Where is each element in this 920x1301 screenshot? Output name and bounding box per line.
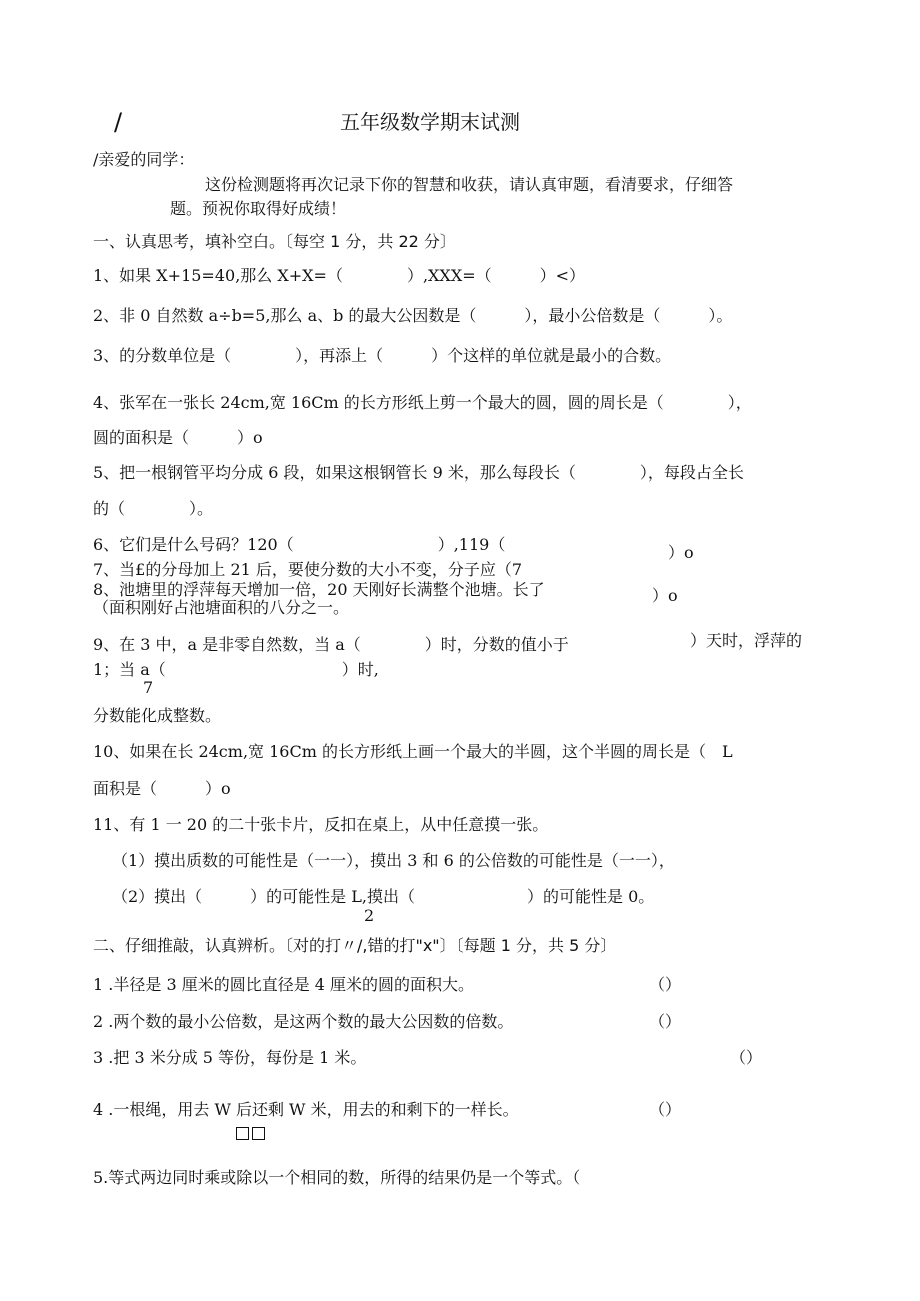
question-4-line-1: 4、张军在一张长 24cm,宽 16Cm 的长方形纸上剪一个最大的圆，圆的周长是（ ）， [93, 393, 752, 412]
judge-item-4: 4 .一根绳，用去 W 后还剩 W 米，用去的和剩下的一样长。 [93, 1100, 519, 1119]
question-8-line-2: （面积刚好占池塘面积的八分之一。 [93, 598, 350, 617]
intro-greeting: /亲爱的同学： [93, 150, 195, 169]
question-10-line-2: 面积是（ ）o [93, 779, 231, 798]
question-6: 6、它们是什么号码？120（ ）,119（ [93, 535, 506, 554]
header-slash: / [114, 108, 123, 136]
question-2: 2、非 0 自然数 a÷b=5,那么 a、b 的最大公因数是（ ），最小公倍数是（ ）。 [93, 306, 733, 325]
question-11-sub: 2 [364, 906, 375, 925]
judge-item-1-mark[interactable]: （） [649, 975, 682, 994]
intro-line-1: 这份检测题将再次记录下你的智慧和收获，请认真审题，看清要求，仔细答 [205, 175, 734, 194]
question-9-line-3: 分数能化成整数。 [93, 706, 222, 725]
question-9-line-2: 1；当 a（ ）时, [93, 660, 379, 679]
question-10-line-1: 10、如果在长 24cm,宽 16Cm 的长方形纸上画一个最大的半圆，这个半圆的周长是（ L [93, 742, 733, 761]
question-5-line-1: 5、把一根钢管平均分成 6 段，如果这根钢管长 9 米，那么每段长（ ），每段占全长 [93, 463, 744, 482]
section2-heading: 二、仔细推敲，认真辨析。〔对的打〃/,错的打"x"〕〔每题 1 分，共 5 分〕 [93, 936, 617, 955]
question-4-line-2: 圆的面积是（ ）o [93, 428, 263, 447]
question-9-right: ）天时，浮萍的 [690, 631, 803, 650]
judge-item-2-mark[interactable]: （） [649, 1012, 682, 1031]
question-11-part-1: （1）摸出质数的可能性是（一一），摸出 3 和 6 的公倍数的可能性是（一一）， [112, 851, 675, 870]
judge-item-3: 3 .把 3 米分成 5 等份，每份是 1 米。 [93, 1048, 367, 1067]
question-8: 8、池塘里的浮萍每天增加一倍，20 天刚好长满整个池塘。长了 [93, 580, 545, 599]
section1-heading: 一、认真思考，填补空白。〔每空 1 分，共 22 分〕 [93, 232, 456, 251]
square-icon [236, 1127, 249, 1140]
question-11: 11、有 1 一 20 的二十张卡片，反扣在桌上，从中任意摸一张。 [93, 815, 549, 834]
judge-item-5: 5.等式两边同时乘或除以一个相同的数，所得的结果仍是一个等式。（ [93, 1168, 581, 1187]
judge-item-4-mark[interactable]: （） [649, 1100, 682, 1119]
question-9-sub: 7 [143, 678, 154, 697]
page-title: 五年级数学期末试测 [340, 110, 520, 134]
question-8-end: ）o [652, 586, 678, 605]
question-6-end: ）o [668, 543, 694, 562]
question-1: 1、如果 X+15=40,那么 X+X=（ ）,XXX=（ ）<） [93, 266, 586, 285]
judge-item-1: 1 .半径是 3 厘米的圆比直径是 4 厘米的圆的面积大。 [93, 975, 475, 994]
square-icon [252, 1127, 265, 1140]
question-7: 7、当£的分母加上 21 后，要使分数的大小不变，分子应（7 [93, 560, 523, 579]
judge-item-3-mark[interactable]: （） [730, 1048, 763, 1067]
question-3: 3、的分数单位是（ ），再添上（ ）个这样的单位就是最小的合数。 [93, 346, 672, 365]
fraction-placeholder-boxes [236, 1124, 268, 1144]
question-5-line-2: 的（ ）。 [93, 499, 214, 518]
question-9-line-1: 9、在 3 中，a 是非零自然数，当 a（ ）时，分数的值小于 [93, 635, 569, 654]
question-11-part-2: （2）摸出（ ）的可能性是 L,摸出（ ）的可能性是 0。 [112, 887, 655, 906]
intro-line-2: 题。预祝你取得好成绩！ [170, 199, 347, 218]
judge-item-2: 2 .两个数的最小公倍数，是这两个数的最大公因数的倍数。 [93, 1012, 514, 1031]
